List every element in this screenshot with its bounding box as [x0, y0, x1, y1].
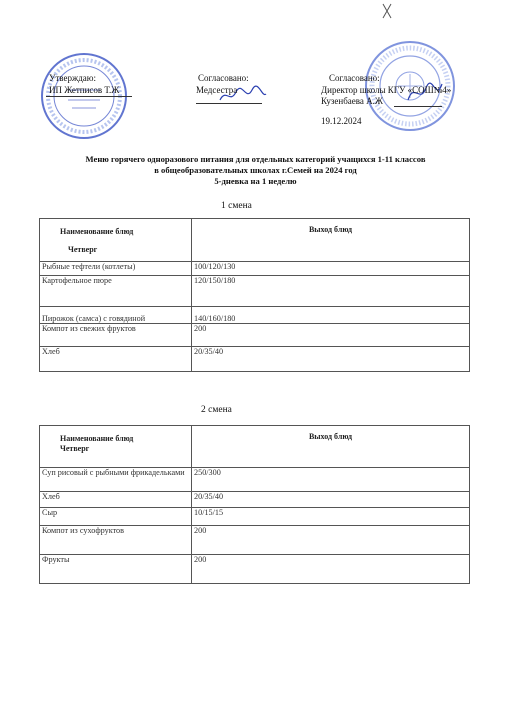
dish-portion: 20/35/40: [192, 347, 470, 372]
shift1-day: Четверг: [68, 244, 98, 254]
nurse-agreed-label: Согласовано:: [198, 73, 249, 83]
shift2-day: Четверг: [60, 443, 90, 453]
shift1-table: [39, 218, 470, 372]
table-row: [40, 324, 470, 347]
document-date: 19.12.2024: [321, 116, 362, 126]
shift2-col1-header-cell: [40, 426, 192, 468]
dish-name: Сыр: [40, 508, 192, 526]
table-row: [40, 526, 470, 555]
approved-underline: [46, 96, 132, 97]
shift1-label: 1 смена: [221, 201, 252, 211]
table-row: [40, 492, 470, 508]
shift1-col2-header: Выход блюд: [192, 219, 470, 262]
director-name: Кузенбаева А.Ж: [321, 96, 383, 106]
shift2-col1-header: Наименование блюд: [60, 434, 134, 443]
shift1-col1-header: Наименование блюд: [60, 227, 134, 236]
shift2-header-row: [40, 426, 470, 468]
dish-portion: 200: [192, 324, 470, 347]
director-agreed-label: Согласовано:: [329, 73, 380, 83]
dish-name: Картофельное пюре: [40, 276, 192, 307]
table-row: [40, 347, 470, 372]
dish-name: Фрукты: [40, 555, 192, 584]
shift1-header-row: [40, 219, 470, 262]
dish-portion: 10/15/15: [192, 508, 470, 526]
nurse-role: Медсестра: [196, 85, 238, 95]
menu-title-line2: в общеобразовательных школах г.Семей на 2024 год: [154, 165, 357, 175]
dish-name: Суп рисовый с рыбными фрикадельками: [40, 468, 192, 492]
shift1-col1-header-cell: [40, 219, 192, 262]
menu-title-line3: 5-дневка на 1 неделю: [214, 176, 297, 186]
dish-name: Хлеб: [40, 492, 192, 508]
table-row: [40, 555, 470, 584]
dish-name: Компот из сухофруктов: [40, 526, 192, 555]
dish-portion: 250/300: [192, 468, 470, 492]
approved-label: Утверждаю:: [49, 73, 97, 83]
dish-portion: 20/35/40: [192, 492, 470, 508]
table-row: [40, 262, 470, 276]
table-row: [40, 307, 470, 324]
shift2-table: [39, 425, 470, 584]
corner-mark-icon: [380, 2, 394, 20]
approved-org: ИП Жетписов Т.Ж: [49, 85, 120, 95]
dish-name: Рыбные тефтели (котлеты): [40, 262, 192, 276]
dish-portion: 200: [192, 526, 470, 555]
table-row: [40, 508, 470, 526]
dish-name: Хлеб: [40, 347, 192, 372]
dish-portion: 100/120/130: [192, 262, 470, 276]
dish-name: Пирожок (самса) с говядиной: [40, 307, 192, 324]
dish-portion: 120/150/180: [192, 276, 470, 307]
table-row: [40, 468, 470, 492]
shift2-col2-header: Выход блюд: [192, 426, 470, 468]
director-underline: [394, 106, 442, 107]
nurse-underline: [196, 103, 262, 104]
director-role: Директор школы КГУ «СОШ№4»: [321, 85, 452, 95]
dish-name: Компот из свежих фруктов: [40, 324, 192, 347]
shift2-label: 2 смена: [201, 405, 232, 415]
menu-title-line1: Меню горячего одноразового питания для отдельных категорий учащихся 1-11 классов: [85, 154, 426, 164]
dish-portion: 140/160/180: [192, 307, 470, 324]
table-row: [40, 276, 470, 307]
dish-portion: 200: [192, 555, 470, 584]
